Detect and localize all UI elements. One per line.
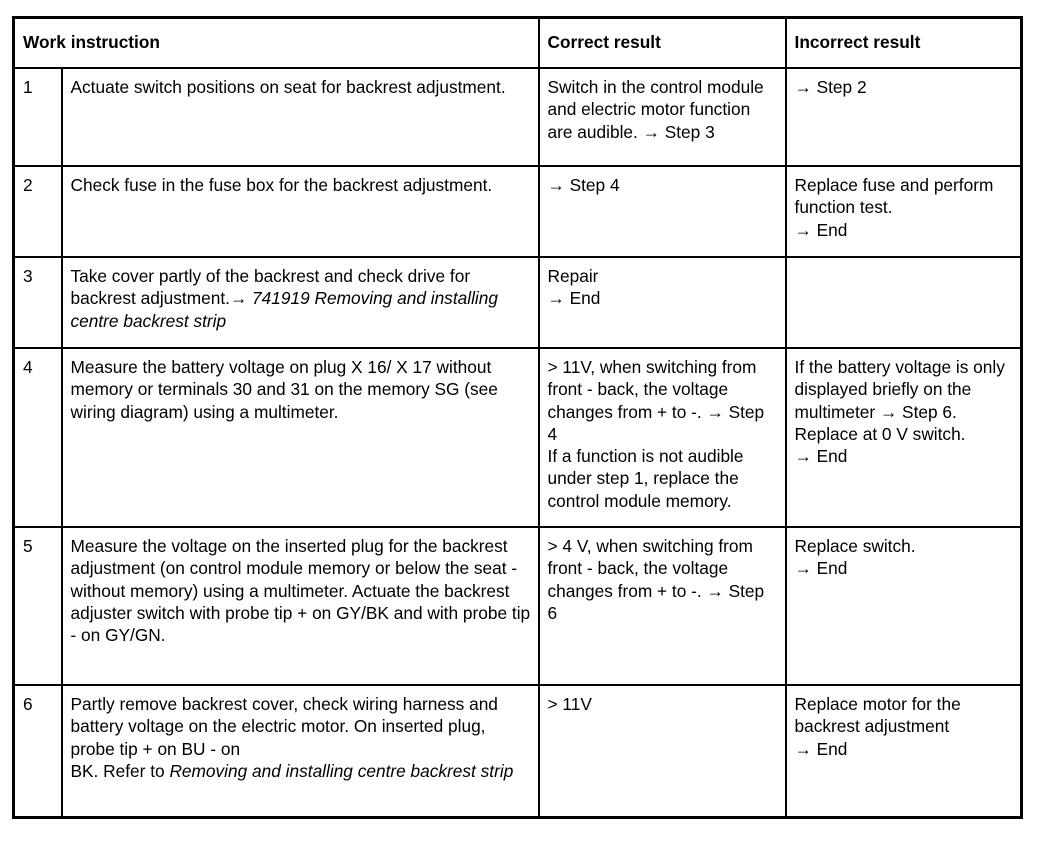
step-number: 6 bbox=[14, 685, 62, 818]
header-work-instruction: Work instruction bbox=[14, 18, 539, 69]
instruction-cell bbox=[62, 257, 539, 348]
step-number: 1 bbox=[14, 68, 62, 166]
instruction-cell: Check fuse in the fuse box for the backrest adjustment. bbox=[62, 166, 539, 257]
correct-result-cell: Switch in the control module and electric motor function are audible. → Step 3 bbox=[539, 68, 786, 166]
step-number: 2 bbox=[14, 166, 62, 257]
incorrect-result-cell: If the battery voltage is only displayed briefly on the multimeter → Step 6. Replace at 0 V switch. → End bbox=[786, 348, 1022, 527]
instruction-cell: Measure the voltage on the inserted plug for the backrest adjustment (on control module memory or below the seat - without memory) using a multimeter. Actuate the backrest adjuster switch with probe tip + on GY/BK and with probe tip - on GY/GN. bbox=[62, 527, 539, 685]
table-row bbox=[14, 527, 1022, 685]
table-row bbox=[14, 257, 1022, 348]
correct-result-cell: > 11V bbox=[539, 685, 786, 818]
instruction-cell: Measure the battery voltage on plug X 16/ X 17 without memory or terminals 30 and 31 on the memory SG (see wiring diagram) using a multimeter. bbox=[62, 348, 539, 527]
table-row bbox=[14, 166, 1022, 257]
cross-reference-link[interactable]: 741919 Removing and installing centre backrest strip bbox=[70, 288, 498, 331]
incorrect-result-cell: Replace fuse and perform function test. → End bbox=[786, 166, 1022, 257]
step-number: 4 bbox=[14, 348, 62, 527]
instruction-cell bbox=[62, 685, 539, 818]
header-incorrect-result: Incorrect result bbox=[786, 18, 1022, 69]
correct-result-cell: > 11V, when switching from front - back, the voltage changes from + to -. → Step 4 If a function is not audible under step 1, replace the control module memory. bbox=[539, 348, 786, 527]
instruction-cell: Actuate switch positions on seat for backrest adjustment. bbox=[62, 68, 539, 166]
cross-reference-link[interactable]: Removing and installing centre backrest strip bbox=[169, 760, 514, 781]
table-row bbox=[14, 348, 1022, 527]
work-instruction-table bbox=[12, 16, 1023, 819]
correct-result-cell: → Step 4 bbox=[539, 166, 786, 257]
incorrect-result-cell: → Step 2 bbox=[786, 68, 1022, 166]
instruction-text: Take cover partly of the backrest and check drive for backrest adjustment.→ bbox=[70, 266, 471, 309]
step-number: 5 bbox=[14, 527, 62, 685]
correct-result-cell: Repair → End bbox=[539, 257, 786, 348]
table-header-row bbox=[14, 18, 1022, 69]
header-correct-result: Correct result bbox=[539, 18, 786, 69]
correct-result-cell: > 4 V, when switching from front - back, the voltage changes from + to -. → Step 6 bbox=[539, 527, 786, 685]
incorrect-result-cell: Replace motor for the backrest adjustment → End bbox=[786, 685, 1022, 818]
table-row bbox=[14, 685, 1022, 818]
instruction-text: Partly remove backrest cover, check wiring harness and battery voltage on the electric motor. On inserted plug, probe tip + on BU - on BK. Refer to bbox=[70, 694, 498, 781]
step-number: 3 bbox=[14, 257, 62, 348]
table-row bbox=[14, 68, 1022, 166]
incorrect-result-cell: Replace switch. → End bbox=[786, 527, 1022, 685]
incorrect-result-cell bbox=[786, 257, 1022, 348]
